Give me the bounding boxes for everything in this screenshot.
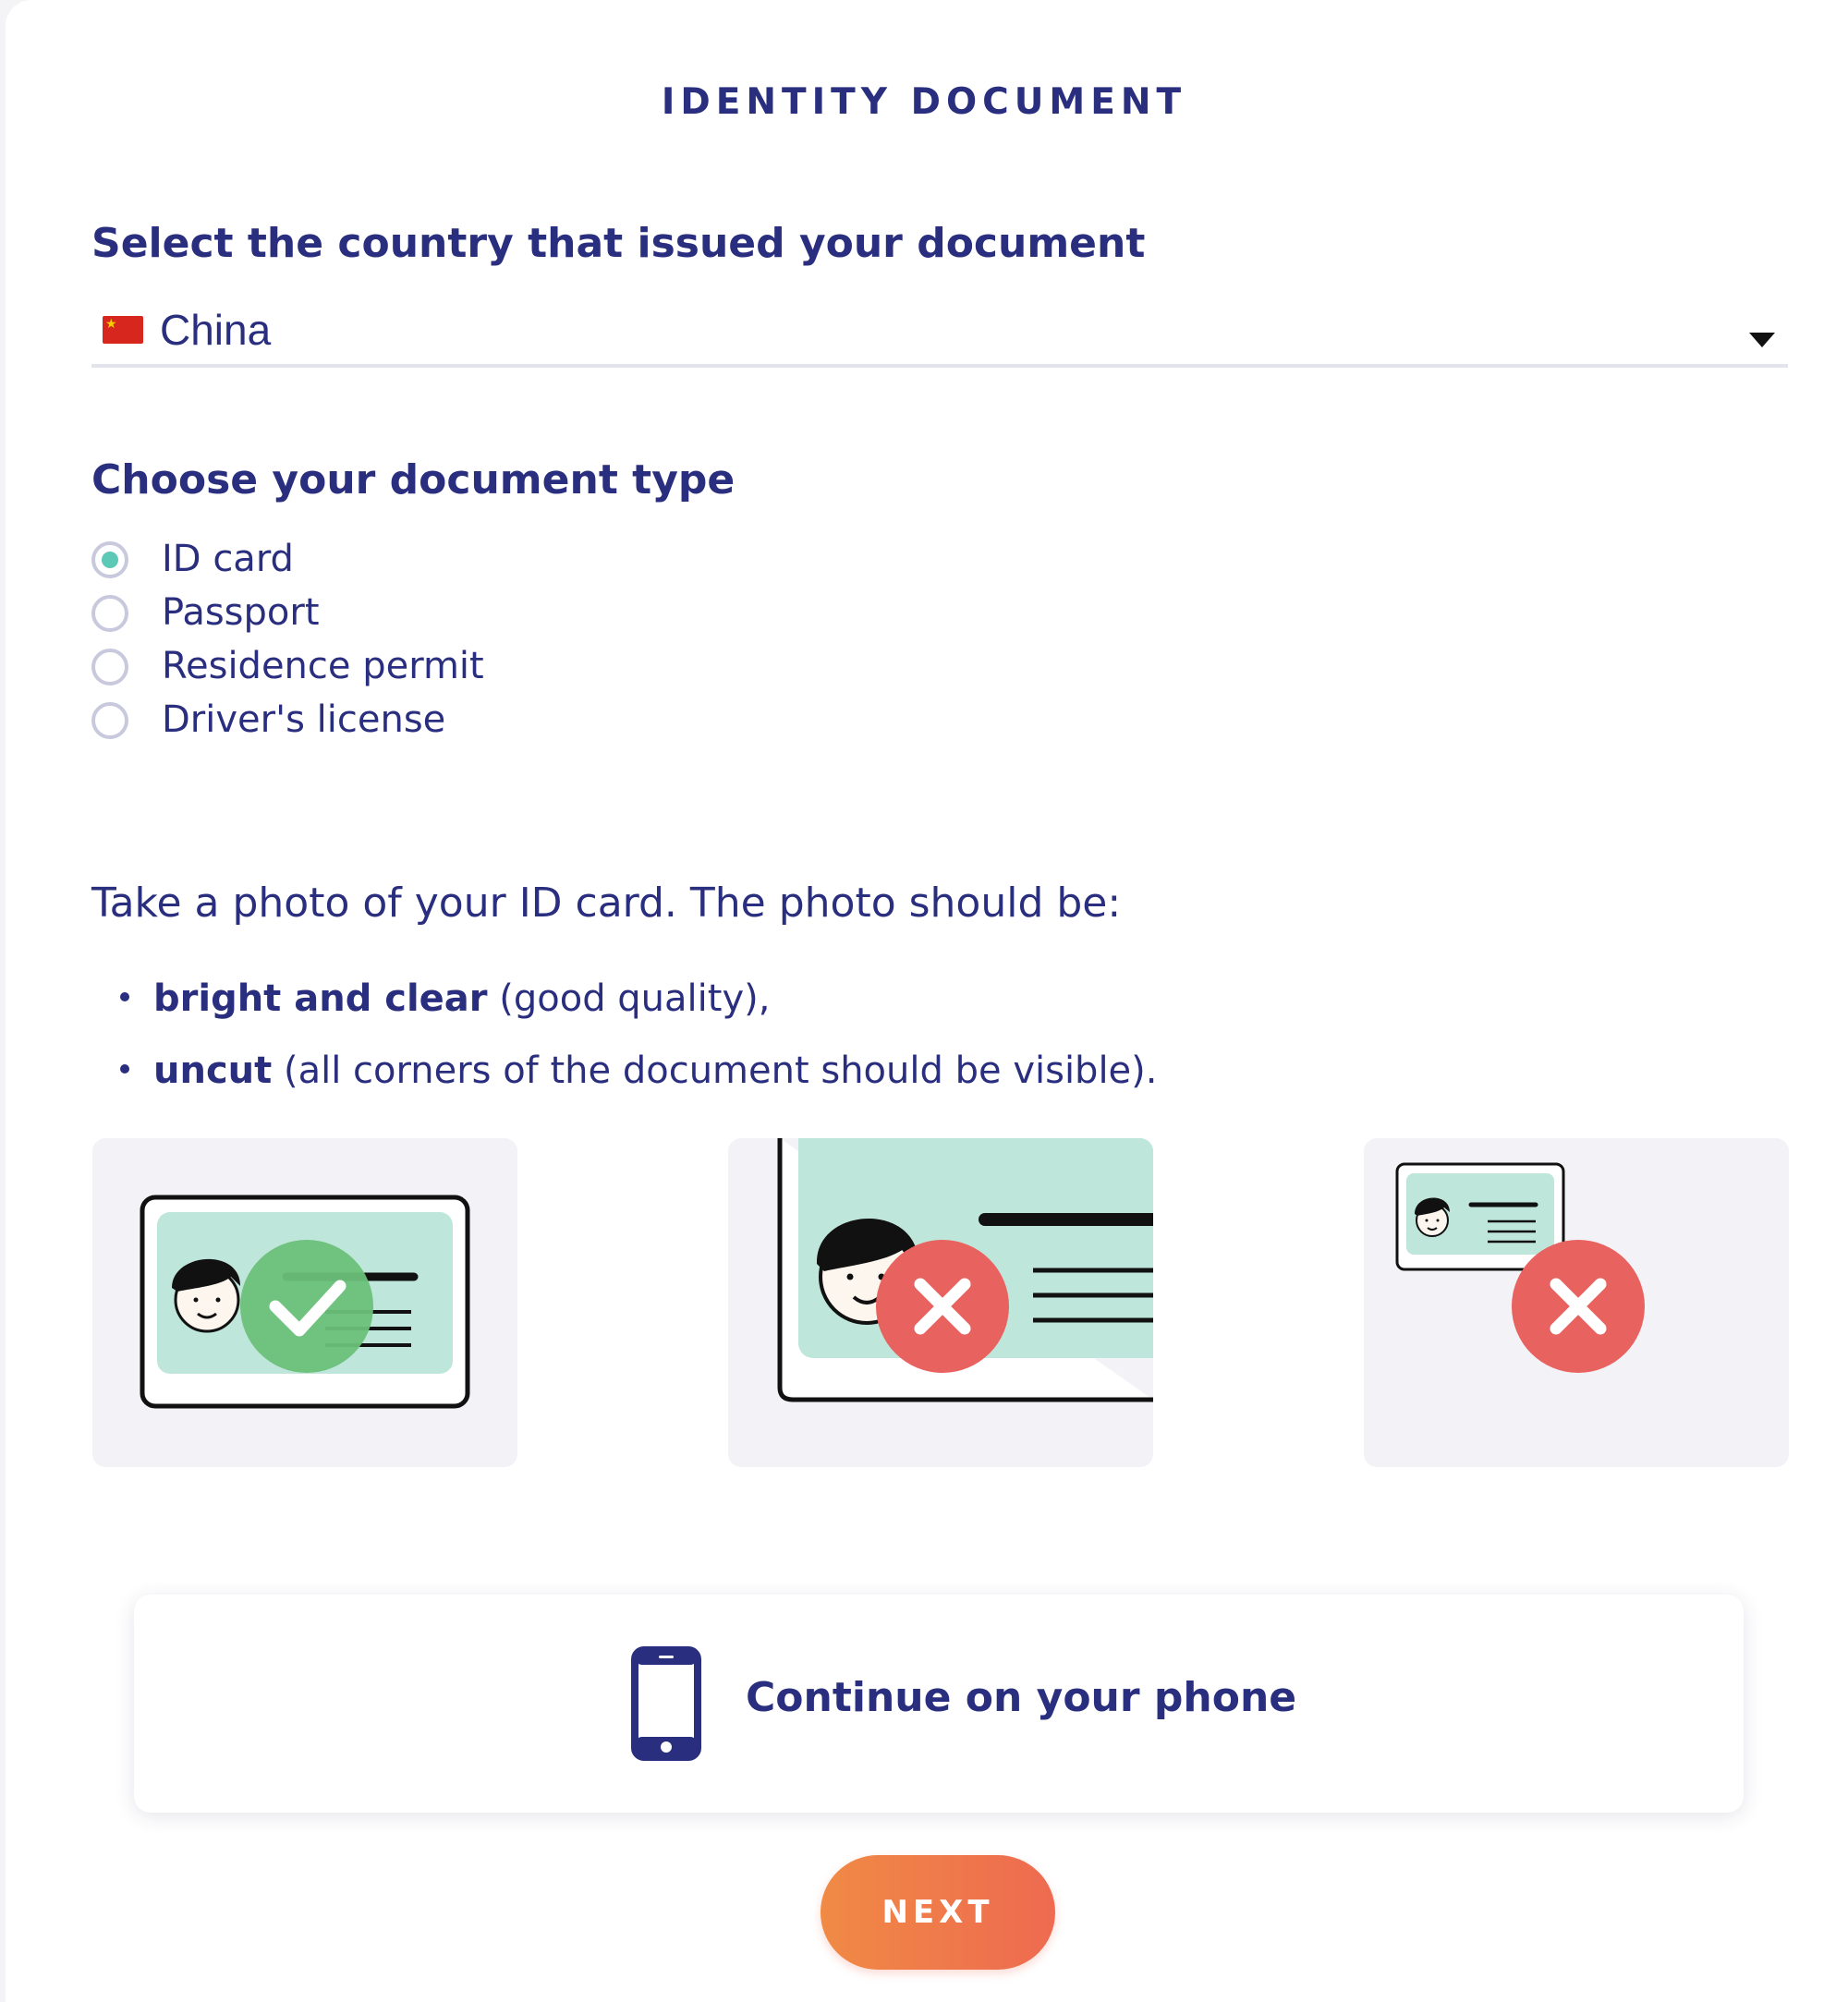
cut-card-illustration	[728, 1138, 1153, 1467]
country-heading: Select the country that issued your document	[91, 220, 1146, 267]
bullet-bold: uncut	[153, 1050, 273, 1092]
face-icon	[1415, 1197, 1450, 1236]
cross-icon	[1512, 1240, 1645, 1373]
document-type-heading: Choose your document type	[91, 456, 736, 504]
phone-icon	[631, 1646, 701, 1761]
continue-on-phone-label: Continue on your phone	[746, 1674, 1297, 1721]
check-icon	[240, 1240, 373, 1373]
example-good-photo	[92, 1138, 517, 1467]
country-select-value: China	[160, 306, 272, 354]
small-card-illustration	[1364, 1138, 1789, 1467]
example-small-photo	[1364, 1138, 1789, 1467]
radio-label: Residence permit	[162, 645, 484, 687]
radio-button[interactable]	[91, 649, 128, 686]
chevron-down-icon	[1749, 333, 1775, 347]
next-button[interactable]: NEXT	[821, 1855, 1055, 1970]
radio-label: ID card	[162, 538, 294, 580]
face-icon	[172, 1259, 240, 1331]
example-cut-photo	[728, 1138, 1153, 1467]
china-flag-icon: ★	[103, 316, 143, 344]
bullet-bold: bright and clear	[153, 977, 488, 1020]
radio-label: Driver's license	[162, 698, 446, 741]
radio-residence-permit[interactable]	[91, 645, 738, 698]
id-card-illustration	[92, 1138, 517, 1467]
continue-on-phone-button[interactable]	[134, 1595, 1744, 1813]
radio-drivers-license[interactable]	[91, 698, 738, 752]
bullet-dot	[120, 992, 129, 1001]
radio-button[interactable]	[91, 702, 128, 739]
page-title: IDENTITY DOCUMENT	[661, 81, 1187, 123]
radio-button[interactable]	[91, 541, 128, 578]
radio-id-card[interactable]	[91, 538, 738, 591]
photo-instructions: Take a photo of your ID card. The photo should be:	[91, 880, 1122, 927]
instruction-bullet	[120, 1050, 1158, 1092]
country-select[interactable]	[91, 296, 1788, 368]
radio-passport[interactable]	[91, 591, 738, 645]
bullet-text: (all corners of the document should be visible).	[272, 1050, 1158, 1092]
bullet-dot	[120, 1064, 129, 1074]
cross-icon	[876, 1240, 1009, 1373]
bullet-text: (good quality),	[487, 977, 771, 1020]
instruction-bullet	[120, 977, 770, 1020]
radio-label: Passport	[162, 591, 320, 634]
radio-button[interactable]	[91, 595, 128, 632]
